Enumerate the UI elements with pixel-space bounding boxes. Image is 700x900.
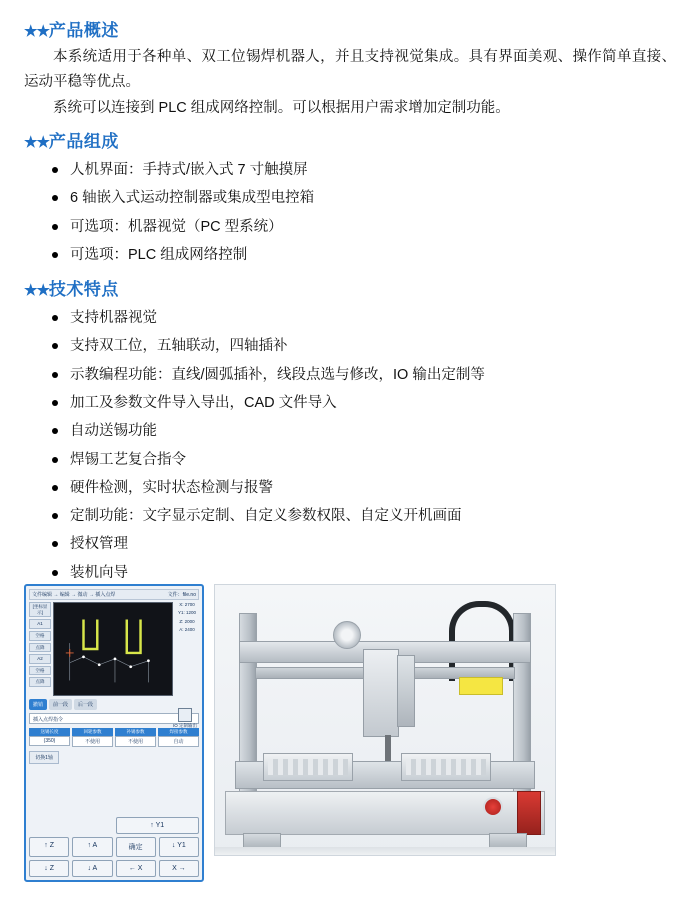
hmi-tab-next-segment[interactable]: 后一段	[74, 699, 97, 710]
hmi-parameter-row	[29, 728, 199, 747]
hmi-readout-y1	[178, 610, 196, 615]
hmi-tag: 空格	[29, 666, 51, 676]
hmi-param-caption: 补锡参数	[115, 728, 156, 736]
jog-key-a-down[interactable]: ↓ A	[72, 860, 112, 877]
list-item: 焊锡工艺复合指令	[52, 446, 676, 474]
hmi-param-value: 不使用	[115, 736, 156, 747]
heading-text: 产品概述	[48, 21, 119, 40]
solder-wire-spool	[333, 621, 361, 649]
hmi-tag: A1	[29, 619, 51, 629]
hmi-param-value: 不使用	[72, 736, 113, 747]
hmi-jog-keypad	[29, 817, 199, 877]
machine-side-panel	[517, 791, 541, 835]
composition-list	[24, 156, 676, 269]
section-heading-composition	[24, 127, 676, 152]
work-fixture-right	[401, 753, 491, 781]
list-item: 可选项：机器视觉（PC 型系统）	[52, 213, 676, 241]
list-item: 支持机器视觉	[52, 304, 676, 332]
hmi-param-refill[interactable]	[115, 728, 156, 747]
hmi-tab-undo[interactable]: 撤销	[29, 699, 47, 710]
hmi-tag: [坐标显示]	[29, 602, 51, 617]
hmi-switch-axis-button[interactable]: 切换1轴	[29, 751, 59, 764]
solder-head-z-axis	[397, 655, 415, 727]
machine-photo	[214, 584, 556, 856]
hmi-readout-value: 2700	[184, 602, 195, 607]
hmi-param-caption: 回轮参数	[72, 728, 113, 736]
hmi-readouts	[175, 602, 199, 696]
hmi-readout-label: Y1:	[177, 610, 185, 616]
hmi-tab-prev-segment[interactable]: 前一段	[49, 699, 72, 710]
section-heading-overview	[24, 16, 676, 41]
jog-key-x-left[interactable]: ← X	[116, 860, 156, 877]
hmi-canvas-area	[29, 602, 199, 696]
jog-key-y1-up[interactable]: ↑ Y1	[116, 817, 200, 834]
work-fixture-left	[263, 753, 353, 781]
hmi-tag: A2	[29, 654, 51, 664]
hmi-io-label: IO 定制输出	[172, 723, 197, 728]
hmi-param-caption: 焊接参数	[158, 728, 199, 736]
heading-stars: ★★	[24, 23, 49, 40]
hmi-menubar-left: 文件编辑 → 编辑 → 微动 → 插入点焊	[32, 592, 116, 598]
emergency-stop-icon	[483, 797, 503, 817]
solder-head-assembly	[363, 649, 399, 737]
hmi-readout-value: 2000	[184, 618, 195, 624]
list-item: 装机向导	[52, 559, 676, 587]
hmi-readout-x	[179, 602, 195, 607]
hmi-readout-label: X:	[179, 602, 184, 607]
hmi-param-value: (350)	[29, 736, 70, 746]
overview-paragraph-1: 本系统适用于各种单、双工位锡焊机器人，并且支持视觉集成。具有界面美观、操作简单直接、运动平稳等优点。	[24, 49, 676, 91]
hmi-readout-z	[179, 619, 194, 624]
list-item: 示教编程功能：直线/圆弧插补，线段点选与修改，IO 输出定制等	[52, 361, 676, 389]
list-item: 定制功能：文字显示定制、自定义参数权限、自定义开机画面	[52, 502, 676, 530]
hmi-readout-label: Z:	[179, 618, 184, 624]
hmi-coordinate-list	[29, 602, 51, 696]
list-item: 加工及参数文件导入导出，CAD 文件导入	[52, 389, 676, 417]
list-item: 可选项：PLC 组成网络控制	[52, 241, 676, 269]
hmi-param-value: 自动	[158, 736, 199, 747]
machine-photo-caption	[215, 585, 216, 586]
hmi-path-canvas[interactable]	[53, 602, 173, 696]
io-icon	[178, 708, 192, 722]
hmi-param-caption: 送锡长度	[29, 728, 70, 736]
hmi-screenshot-image	[24, 584, 204, 882]
list-item: 授权管理	[52, 530, 676, 558]
hmi-readout-label: A:	[179, 627, 184, 633]
list-item: 人机界面：手持式/嵌入式 7 寸触摸屏	[52, 156, 676, 184]
list-item: 硬件检测，实时状态检测与报警	[52, 474, 676, 502]
solder-path-graphic	[54, 603, 172, 695]
heading-stars: ★★	[24, 282, 49, 300]
jog-key-z-up[interactable]: ↑ Z	[29, 837, 69, 857]
list-item: 6 轴嵌入式运动控制器或集成型电控箱	[52, 184, 676, 212]
soldering-iron-tip	[385, 735, 391, 763]
hmi-param-welding[interactable]	[158, 728, 199, 747]
hmi-tag: 点降	[29, 643, 51, 653]
list-item: 支持双工位，五轴联动，四轴插补	[52, 332, 676, 360]
hmi-tag: 点降	[29, 677, 51, 687]
hmi-param-feed-length[interactable]	[29, 728, 70, 747]
images-row	[24, 584, 676, 882]
jog-key-z-down[interactable]: ↓ Z	[29, 860, 69, 877]
list-item: 自动送锡功能	[52, 417, 676, 445]
features-list	[24, 304, 676, 587]
heading-stars: ★★	[24, 134, 49, 152]
hmi-readout-value: 2400	[184, 627, 195, 633]
hmi-param-retract[interactable]	[72, 728, 113, 747]
jog-key-a-up[interactable]: ↑ A	[72, 837, 112, 857]
hmi-tag: 空格	[29, 631, 51, 641]
warning-label-icon	[459, 677, 503, 695]
hmi-menubar	[29, 589, 199, 600]
hmi-readout-a	[179, 627, 195, 632]
hmi-insert-command-field[interactable]: 插入点焊指令	[29, 713, 199, 724]
jog-key-confirm[interactable]: 确定	[116, 837, 156, 857]
overview-paragraph-2: 系统可以连接到 PLC 组成网络控制。可以根据用户需求增加定制功能。	[53, 99, 510, 116]
hmi-menubar-right: 文件：file.no	[167, 592, 196, 598]
jog-key-x-right[interactable]: X →	[159, 860, 199, 877]
heading-text: 产品组成	[48, 132, 119, 152]
hmi-readout-value: 1200	[186, 610, 197, 616]
section-heading-features	[24, 275, 676, 300]
photo-floor-shadow	[215, 847, 555, 855]
heading-text: 技术特点	[48, 280, 119, 300]
hmi-io-block[interactable]	[172, 708, 198, 729]
jog-key-y1-down[interactable]: ↓ Y1	[159, 837, 199, 857]
